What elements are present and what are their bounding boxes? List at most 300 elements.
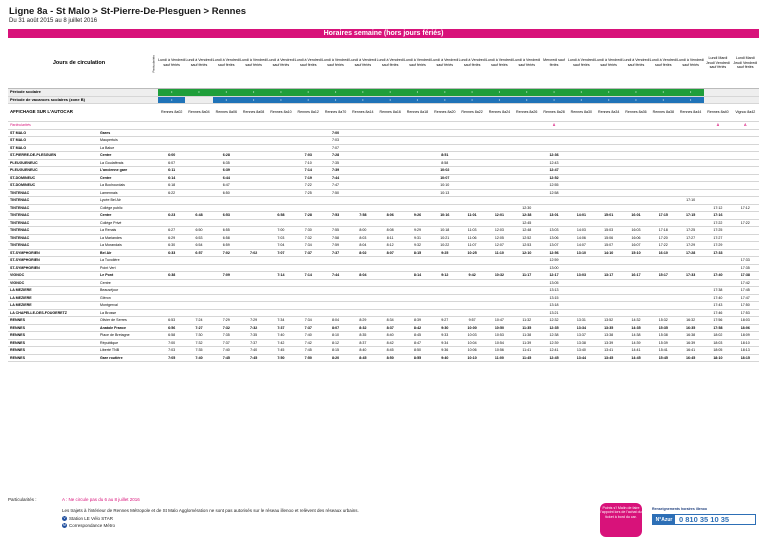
departure-time [404,137,431,145]
departure-time: 7:34 [295,317,322,325]
departure-time: 17:33 [732,257,759,265]
departure-time [486,257,513,265]
stop-commune: TINTENIAC [8,212,98,220]
spacer-cell [150,264,158,272]
stop-name: Anatole France [98,324,150,332]
departure-time [349,279,376,287]
destination-code: Rennes 8a20 [431,104,458,122]
particularite-code: A [540,122,567,130]
spacer-cell [150,144,158,152]
departure-time [240,152,267,160]
departure-time [240,137,267,145]
departure-time: 12:10 [513,249,540,257]
departure-time [677,189,704,197]
stop-commune: LA CHAPELLE-DES-FOUGERETZ [8,309,98,317]
departure-time [458,219,485,227]
day-cell: Lundi à Vendredi sauf fériés [486,38,513,89]
stop-name: Le Pont [98,272,150,280]
departure-time: 13:17 [595,272,622,280]
stop-commune: ST MALO [8,137,98,145]
school-period-marker: • [322,89,349,97]
departure-time: 12:05 [486,234,513,242]
departure-time [349,174,376,182]
stop-commune: PLEUGUENEUC [8,159,98,167]
departure-time [377,152,404,160]
departure-time [595,264,622,272]
departure-time [732,129,759,137]
legend-metro: M Correspondance Métro [63,523,116,528]
departure-time: 12:45 [540,354,567,362]
departure-time [377,182,404,190]
departure-time [377,287,404,295]
departure-time: 12:30 [513,204,540,212]
departure-time: 13:21 [540,309,567,317]
stop-commune: TINTENIAC [8,189,98,197]
departure-time [513,197,540,205]
holiday-period-marker: • [213,96,240,104]
departure-time: 7:40 [295,332,322,340]
departure-time [240,212,267,220]
departure-time [595,189,622,197]
departure-time: 16:07 [622,242,649,250]
school-period-marker: • [295,89,322,97]
stop-commune: RENNES [8,339,98,347]
departure-time: 13:00 [540,264,567,272]
departure-time: 15:03 [595,227,622,235]
departure-time: 6:07 [158,159,185,167]
departure-time [267,159,294,167]
departure-time: 17:47 [732,294,759,302]
departure-time: 10:25 [458,249,485,257]
departure-time [349,167,376,175]
departure-time: 10:47 [486,317,513,325]
school-period-marker: • [622,89,649,97]
departure-time: 16:45 [677,354,704,362]
departure-time [295,287,322,295]
particularites-label: Particularités [8,122,158,130]
departure-time [158,219,185,227]
destination-code: Rennes 8a10 [267,104,294,122]
stop-commune: VIGNOC [8,279,98,287]
stop-commune: ST-SYMPHORIEN [8,249,98,257]
departure-time [185,137,212,145]
departure-time [240,129,267,137]
departure-time [595,174,622,182]
holiday-period-marker: • [622,96,649,104]
departure-time: 16:03 [622,227,649,235]
departure-time: 6:14 [158,174,185,182]
departure-time: 7:40 [240,347,267,355]
spacer-cell [150,234,158,242]
departure-time: 15:39 [650,339,677,347]
departure-time: 10:50 [486,324,513,332]
spacer-cell [150,272,158,280]
day-cell: Lundi à Vendredi sauf fériés [322,38,349,89]
departure-time: 17:58 [704,324,731,332]
departure-time: 13:05 [540,279,567,287]
departure-time: 7:14 [295,272,322,280]
stop-name: Collège public [98,204,150,212]
departure-time: 10:16 [431,212,458,220]
stop-row [8,197,759,205]
holiday-period-marker: • [513,96,540,104]
departure-time [486,279,513,287]
stop-name: Centre [98,174,150,182]
departure-time [540,144,567,152]
departure-time [622,129,649,137]
departure-time: 14:45 [622,354,649,362]
departure-time [377,197,404,205]
departure-time: 6:00 [158,152,185,160]
departure-time: 17:50 [732,302,759,310]
departure-time: 7:14 [267,272,294,280]
departure-time: 6:58 [213,234,240,242]
departure-time [704,144,731,152]
departure-time: 7:45 [267,347,294,355]
particularite-code [595,122,622,130]
note-rules: Les trajets à l'intérieur de Rennes Métropole et de St Malo Agglomération ne sont pas autorisés sur le réseau illenoo et relèvent des réseaux urbains. [62,508,359,513]
departure-time: 7:35 [240,332,267,340]
departure-time: 7:03 [158,347,185,355]
stop-commune: RENNES [8,317,98,325]
departure-time: 6:47 [213,182,240,190]
departure-time [295,264,322,272]
departure-time [240,174,267,182]
departure-time [295,279,322,287]
departure-time [377,257,404,265]
departure-time: 17:22 [732,219,759,227]
departure-time [704,167,731,175]
departure-time [595,197,622,205]
departure-time: 14:10 [595,249,622,257]
departure-time: 13:06 [540,234,567,242]
departure-time [677,167,704,175]
departure-time: 10:02 [431,167,458,175]
departure-time: 7:32 [240,324,267,332]
departure-time: 8:07 [322,324,349,332]
departure-time [185,264,212,272]
departure-time: 6:18 [158,182,185,190]
departure-time [732,212,759,220]
departure-time [704,197,731,205]
departure-time [732,249,759,257]
day-cell: Lundi à Vendredi sauf fériés [240,38,267,89]
stop-row [8,354,759,362]
departure-time [677,159,704,167]
departure-time: 13:37 [568,332,595,340]
stop-name: La Bochourdais [98,182,150,190]
departure-time: 7:03 [322,137,349,145]
stop-row [8,212,759,220]
spacer-cell [150,129,158,137]
departure-time [240,204,267,212]
departure-time: 7:00 [322,129,349,137]
departure-time [650,137,677,145]
departure-time: 7:34 [295,242,322,250]
departure-time: 7:29 [240,317,267,325]
departure-time [185,167,212,175]
departure-time [240,234,267,242]
departure-time: 17:27 [704,234,731,242]
departure-time [704,137,731,145]
departure-time [295,129,322,137]
departure-time [240,167,267,175]
departure-time: 18:10 [704,354,731,362]
departure-time [240,189,267,197]
departure-time: 6:50 [185,227,212,235]
departure-time [568,257,595,265]
departure-time: 12:38 [513,212,540,220]
school-period-marker: • [568,89,595,97]
departure-time: 7:32 [295,234,322,242]
page-title: Ligne 8a - St Malo > St-Pierre-De-Plesguen > Rennes [9,6,247,17]
bike-icon: V [63,516,66,521]
azur-label: N°Azur [653,515,675,525]
departure-time [595,167,622,175]
spacer-cell [150,137,158,145]
departure-time: 9:26 [404,212,431,220]
departure-time: 6:33 [158,249,185,257]
departure-time: 7:45 [240,354,267,362]
departure-time: 8:03 [349,234,376,242]
stop-name: Collège Privé [98,219,150,227]
departure-time [595,309,622,317]
departure-time: 10:53 [486,332,513,340]
departure-time [568,219,595,227]
school-period-marker: • [349,89,376,97]
particularite-code [349,122,376,130]
departure-time: 9:33 [431,332,458,340]
departure-time: 6:59 [213,242,240,250]
departure-time: 11:35 [513,324,540,332]
departure-time [404,287,431,295]
departure-time: 12:43 [540,159,567,167]
stop-commune: LA MEZIERE [8,287,98,295]
departure-time: 17:43 [704,302,731,310]
departure-time: 15:01 [595,212,622,220]
departure-time: 12:59 [540,257,567,265]
departure-time: 7:47 [322,182,349,190]
departure-time: 13:41 [595,347,622,355]
stop-commune: ST-DOMINEUC [8,182,98,190]
departure-time: 17:27 [677,234,704,242]
departure-time: 8:04 [349,272,376,280]
departure-time: 11:00 [486,354,513,362]
holiday-period-marker [704,96,731,104]
departure-time: 8:04 [322,317,349,325]
school-period-marker: • [513,89,540,97]
footer-particularites-label: Particularités : [8,497,37,502]
holiday-period-marker: • [568,96,595,104]
departure-time [322,287,349,295]
particularite-code [622,122,649,130]
departure-time [377,129,404,137]
departure-time: 6:58 [158,332,185,340]
stop-row [8,174,759,182]
stop-row [8,287,759,295]
departure-time [267,144,294,152]
departure-time [158,204,185,212]
departure-time: 7:55 [322,227,349,235]
stop-commune: ST MALO [8,129,98,137]
departure-time [513,182,540,190]
departure-time [732,242,759,250]
departure-time [622,137,649,145]
departure-time [486,302,513,310]
departure-time [704,159,731,167]
departure-time [240,242,267,250]
departure-time: 10:56 [486,347,513,355]
departure-time [486,137,513,145]
departure-time: 8:58 [431,159,458,167]
departure-time [240,264,267,272]
holiday-period-marker: • [240,96,267,104]
departure-time: 8:15 [322,347,349,355]
departure-time [185,294,212,302]
departure-time [431,129,458,137]
school-period-marker: • [677,89,704,97]
departure-time: 17:29 [704,242,731,250]
departure-time [732,197,759,205]
departure-time [622,257,649,265]
spacer-cell [150,159,158,167]
departure-time [240,294,267,302]
departure-time: 13:35 [595,324,622,332]
departure-time: 6:29 [158,234,185,242]
stop-row [8,302,759,310]
departure-time [650,189,677,197]
departure-time: 7:42 [267,339,294,347]
destination-code: Rennes 8a24 [486,104,513,122]
stop-name: Point Vert [98,264,150,272]
metro-icon: M [63,523,66,528]
departure-time: 14:06 [568,234,595,242]
school-period-marker: • [213,89,240,97]
holiday-period-marker: • [158,96,185,104]
day-cell: Lundi à Vendredi sauf fériés [513,38,540,89]
departure-time: 6:22 [158,189,185,197]
day-cell: Lundi à Vendredi sauf fériés [349,38,376,89]
departure-time: 17:45 [732,287,759,295]
departure-time [732,189,759,197]
departure-time: 8:00 [349,227,376,235]
departure-time [377,264,404,272]
departure-time [322,197,349,205]
ticket-badge: Points s'! Malin de faire l'appoint lors de l'achat du ticket à bord du car. [600,503,642,537]
day-cell: Lundi à Vendredi sauf fériés [213,38,240,89]
departure-time [185,302,212,310]
departure-time [158,197,185,205]
departure-time: 18:15 [732,354,759,362]
holiday-period-marker: • [677,96,704,104]
departure-time [295,309,322,317]
departure-time [677,264,704,272]
departure-time [267,264,294,272]
departure-time: 10:10 [431,182,458,190]
departure-time: 7:53 [322,212,349,220]
departure-time: 8:51 [431,152,458,160]
departure-time [404,219,431,227]
departure-time [486,174,513,182]
departure-time [513,287,540,295]
departure-time: 8:50 [404,347,431,355]
stop-commune: TINTENIAC [8,227,98,235]
departure-time: 7:07 [267,249,294,257]
departure-time [349,204,376,212]
departure-time: 7:50 [295,354,322,362]
departure-time [568,189,595,197]
departure-time: 7:14 [295,167,322,175]
departure-time: 7:02 [240,249,267,257]
day-cell: Mercredi sauf fériés [540,38,567,89]
departure-time: 10:22 [431,242,458,250]
departure-time: 17:33 [677,272,704,280]
departure-time [677,219,704,227]
departure-time: 6:54 [185,242,212,250]
spacer-cell [150,204,158,212]
particularite-code: A [704,122,731,130]
stop-commune: PLEUGUENEUC [8,167,98,175]
holiday-period-label: Période de vacances scolaires (zone B) [8,96,158,104]
day-cell: Lundi à Vendredi sauf fériés [458,38,485,89]
departure-time [458,204,485,212]
departure-time: 7:50 [322,189,349,197]
departure-time: 8:12 [377,242,404,250]
departure-time: 9:31 [404,234,431,242]
departure-time [213,144,240,152]
particularite-code: A [732,122,759,130]
school-period-marker: • [650,89,677,97]
stop-name: La Renais [98,227,150,235]
stop-row [8,189,759,197]
departure-time: 17:35 [732,264,759,272]
departure-time: 6:23 [158,212,185,220]
departure-time [732,152,759,160]
departure-time [568,174,595,182]
departure-time: 14:41 [622,347,649,355]
departure-time [322,279,349,287]
departure-time: 15:06 [595,234,622,242]
departure-time: 7:28 [322,152,349,160]
departure-time: 18:09 [732,332,759,340]
stop-name: Beauséjour [98,287,150,295]
departure-time [404,182,431,190]
stop-commune: RENNES [8,354,98,362]
departure-time: 9:34 [431,339,458,347]
departure-time [458,137,485,145]
departure-time [295,204,322,212]
departure-time [513,257,540,265]
departure-time [158,302,185,310]
departure-time: 6:58 [267,212,294,220]
departure-time [595,257,622,265]
departure-time [431,137,458,145]
departure-time: 7:10 [295,159,322,167]
destination-code: Rennes 8a08 [240,104,267,122]
departure-time [322,219,349,227]
departure-time: 12:01 [486,212,513,220]
stop-commune: RENNES [8,324,98,332]
spacer-cell [150,302,158,310]
departure-time: 16:32 [677,317,704,325]
departure-time: 11:01 [458,212,485,220]
departure-time: 7:35 [213,332,240,340]
departure-time: 12:47 [540,167,567,175]
departure-time [650,294,677,302]
timetable [8,38,759,362]
stop-name: Centre [98,212,150,220]
departure-time [513,294,540,302]
